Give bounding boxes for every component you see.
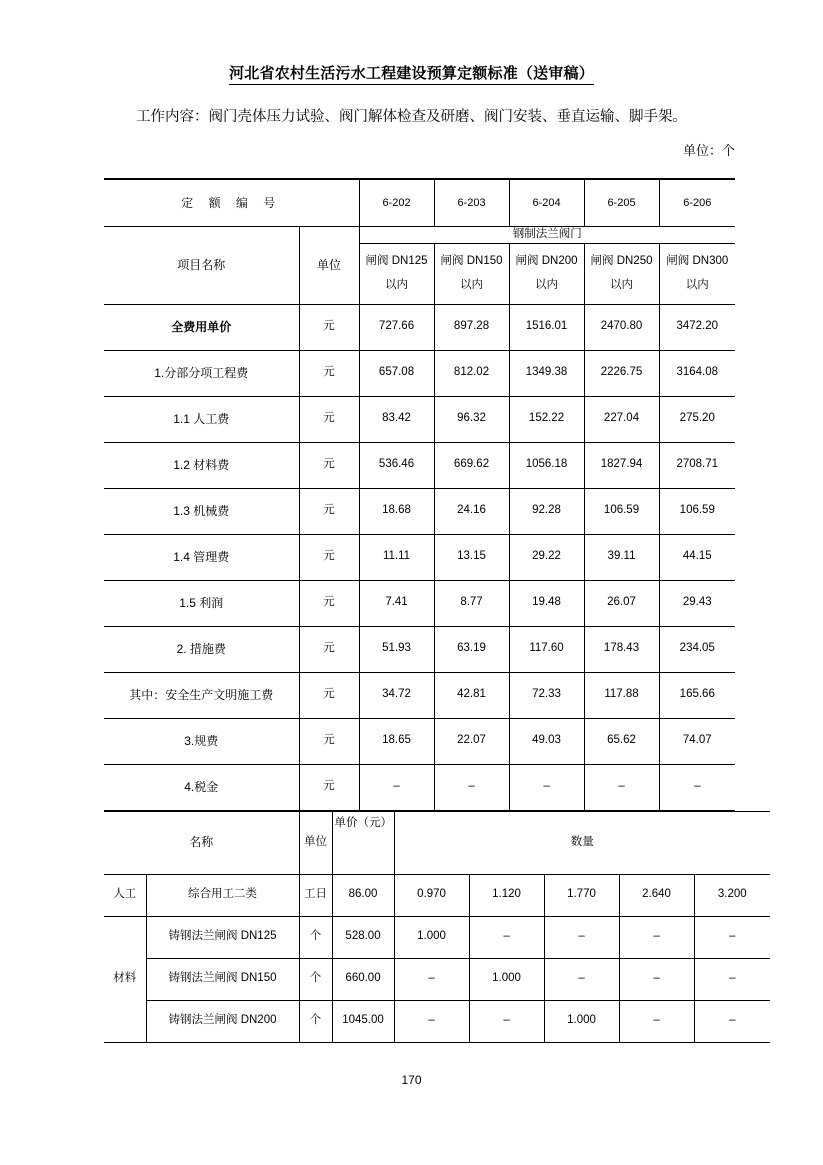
cost-row-value-3: 26.07 — [584, 580, 659, 626]
column-header-3-line1: 闸阀 DN250 — [590, 255, 653, 267]
cost-row-label: 4.税金 — [104, 764, 299, 810]
cost-row-value-0: 657.08 — [359, 350, 434, 396]
cost-row-value-3: 39.11 — [584, 534, 659, 580]
resource-unit-header: 单位 — [299, 811, 332, 874]
resource-unit-cell: 工日 — [299, 874, 332, 916]
cost-row-value-2: – — [509, 764, 584, 810]
column-header-0 — [359, 243, 434, 304]
cost-row-value-1: 897.28 — [434, 304, 509, 350]
resource-name-cell: 铸钢法兰闸阀 DN125 — [146, 916, 299, 958]
table-row — [104, 396, 735, 442]
code-cell-4: 6-206 — [659, 179, 735, 227]
cost-row-value-4: 74.07 — [659, 718, 735, 764]
cost-row-value-0: 536.46 — [359, 442, 434, 488]
resource-table — [104, 811, 770, 1043]
cost-row-value-4: 106.59 — [659, 488, 735, 534]
cost-row-value-2: 1516.01 — [509, 304, 584, 350]
resource-quantity-cell-2: – — [544, 958, 619, 1000]
resource-quantity-cell-4: – — [694, 958, 770, 1000]
code-cell-3: 6-205 — [584, 179, 659, 227]
resource-unit-cell: 个 — [299, 1000, 332, 1042]
cost-row-value-3: 1827.94 — [584, 442, 659, 488]
resource-quantity-cell-2: 1.770 — [544, 874, 619, 916]
table-row — [104, 672, 735, 718]
table-row-resource-header — [104, 811, 770, 874]
column-header-3-line2: 以内 — [610, 278, 634, 291]
cost-row-value-4: 29.43 — [659, 580, 735, 626]
resource-unit-cell: 个 — [299, 916, 332, 958]
cost-row-value-2: 1056.18 — [509, 442, 584, 488]
resource-quantity-cell-1: 1.120 — [469, 874, 544, 916]
cost-row-value-4: 3164.08 — [659, 350, 735, 396]
cost-row-value-3: 2226.75 — [584, 350, 659, 396]
resource-quantity-cell-4: 3.200 — [694, 874, 770, 916]
cost-row-value-0: 7.41 — [359, 580, 434, 626]
cost-row-value-3: 178.43 — [584, 626, 659, 672]
code-cell-2: 6-204 — [509, 179, 584, 227]
page-title-text: 河北省农村生活污水工程建设预算定额标准（送审稿） — [229, 65, 594, 85]
resource-quantity-cell-3: – — [619, 958, 694, 1000]
resource-quantity-cell-1: – — [469, 1000, 544, 1042]
cost-row-unit: 元 — [299, 350, 359, 396]
column-header-4-line1: 闸阀 DN300 — [666, 255, 729, 267]
page-number: 170 — [401, 1073, 422, 1087]
cost-row-value-0: – — [359, 764, 434, 810]
resource-price-cell: 660.00 — [332, 958, 394, 1000]
cost-row-value-0: 11.11 — [359, 534, 434, 580]
cost-row-value-1: 63.19 — [434, 626, 509, 672]
resource-name-cell: 铸钢法兰闸阀 DN150 — [146, 958, 299, 1000]
resource-quantity-cell-3: – — [619, 1000, 694, 1042]
resource-quantity-cell-3: 2.640 — [619, 874, 694, 916]
column-header-1-line2: 以内 — [460, 278, 484, 291]
code-label-cell: 定 额 编 号 — [104, 179, 359, 227]
cost-row-unit: 元 — [299, 626, 359, 672]
cost-row-value-4: 234.05 — [659, 626, 735, 672]
cost-row-value-1: 812.02 — [434, 350, 509, 396]
resource-name-cell: 铸钢法兰闸阀 DN200 — [146, 1000, 299, 1042]
table-row — [104, 916, 770, 958]
table-row — [104, 626, 735, 672]
cost-row-value-3: 2470.80 — [584, 304, 659, 350]
cost-row-unit: 元 — [299, 396, 359, 442]
cost-row-value-0: 18.65 — [359, 718, 434, 764]
code-cell-1: 6-203 — [434, 179, 509, 227]
cost-row-value-1: 96.32 — [434, 396, 509, 442]
resource-quantity-cell-2: 1.000 — [544, 1000, 619, 1042]
quota-table-body — [104, 179, 735, 810]
cost-row-label: 3.规费 — [104, 718, 299, 764]
cost-row-value-0: 51.93 — [359, 626, 434, 672]
cost-row-value-2: 92.28 — [509, 488, 584, 534]
column-header-0-line1: 闸阀 DN125 — [365, 255, 428, 267]
column-header-0-line2: 以内 — [385, 278, 409, 291]
cost-row-value-4: 275.20 — [659, 396, 735, 442]
cost-row-unit: 元 — [299, 442, 359, 488]
resource-price-cell: 528.00 — [332, 916, 394, 958]
cost-row-value-2: 152.22 — [509, 396, 584, 442]
resource-quantity-cell-1: – — [469, 916, 544, 958]
cost-row-value-3: – — [584, 764, 659, 810]
cost-row-value-4: 2708.71 — [659, 442, 735, 488]
resource-quantity-cell-0: 0.970 — [394, 874, 469, 916]
resource-category-cell: 人工 — [104, 874, 146, 916]
cost-row-value-2: 29.22 — [509, 534, 584, 580]
table-row-group-header — [104, 227, 735, 244]
cost-row-label: 1.分部分项工程费 — [104, 350, 299, 396]
cost-row-label: 其中：安全生产文明施工费 — [104, 672, 299, 718]
cost-row-unit: 元 — [299, 580, 359, 626]
column-header-2-line2: 以内 — [535, 278, 559, 291]
column-header-2-line1: 闸阀 DN200 — [515, 255, 578, 267]
table-row — [104, 764, 735, 810]
table-row — [104, 1000, 770, 1042]
column-header-3 — [584, 243, 659, 304]
cost-row-value-1: 13.15 — [434, 534, 509, 580]
cost-row-value-3: 65.62 — [584, 718, 659, 764]
code-cell-0: 6-202 — [359, 179, 434, 227]
resource-quantity-cell-0: – — [394, 1000, 469, 1042]
cost-row-value-4: – — [659, 764, 735, 810]
resource-price-cell: 86.00 — [332, 874, 394, 916]
cost-row-unit: 元 — [299, 764, 359, 810]
page-title — [0, 62, 823, 83]
table-row — [104, 304, 735, 350]
column-header-1-line1: 闸阀 DN150 — [440, 255, 503, 267]
cost-row-value-4: 165.66 — [659, 672, 735, 718]
work-content-line: 工作内容：阀门壳体压力试验、阀门解体检查及研磨、阀门安装、垂直运输、脚手架。 — [136, 109, 687, 125]
cost-row-value-2: 19.48 — [509, 580, 584, 626]
cost-row-unit: 元 — [299, 718, 359, 764]
resource-table-body — [104, 811, 770, 1042]
resource-quantity-cell-0: – — [394, 958, 469, 1000]
cost-row-value-3: 227.04 — [584, 396, 659, 442]
cost-row-value-1: 24.16 — [434, 488, 509, 534]
column-header-4-line2: 以内 — [685, 278, 709, 291]
resource-unit-cell: 个 — [299, 958, 332, 1000]
cost-row-value-3: 117.88 — [584, 672, 659, 718]
resource-category-cell: 材料 — [104, 916, 146, 1042]
cost-row-value-1: 42.81 — [434, 672, 509, 718]
cost-row-value-1: 669.62 — [434, 442, 509, 488]
table-row — [104, 718, 735, 764]
table-row — [104, 534, 735, 580]
resource-price-cell: 1045.00 — [332, 1000, 394, 1042]
item-name-header-cell: 项目名称 — [104, 227, 299, 305]
table-row — [104, 488, 735, 534]
resource-name-cell: 综合用工二类 — [146, 874, 299, 916]
column-header-4 — [659, 243, 735, 304]
table-row — [104, 874, 770, 916]
resource-quantity-cell-4: – — [694, 916, 770, 958]
cost-row-label: 全费用单价 — [104, 304, 299, 350]
cost-row-value-3: 106.59 — [584, 488, 659, 534]
table-row — [104, 442, 735, 488]
resource-quantity-cell-2: – — [544, 916, 619, 958]
cost-row-label: 1.5 利润 — [104, 580, 299, 626]
resource-quantity-header: 数量 — [394, 811, 770, 874]
cost-row-value-1: 22.07 — [434, 718, 509, 764]
resource-quantity-cell-4: – — [694, 1000, 770, 1042]
cost-row-value-1: 8.77 — [434, 580, 509, 626]
cost-row-label: 1.3 机械费 — [104, 488, 299, 534]
cost-row-label: 2. 措施费 — [104, 626, 299, 672]
cost-row-label: 1.1 人工费 — [104, 396, 299, 442]
resource-quantity-cell-0: 1.000 — [394, 916, 469, 958]
column-header-2 — [509, 243, 584, 304]
resource-name-header: 名称 — [104, 811, 299, 874]
unit-note: 单位：个 — [682, 143, 735, 158]
cost-row-unit: 元 — [299, 534, 359, 580]
table-row-code — [104, 179, 735, 227]
unit-header-cell: 单位 — [299, 227, 359, 305]
table-row — [104, 350, 735, 396]
cost-row-value-2: 49.03 — [509, 718, 584, 764]
cost-row-value-4: 44.15 — [659, 534, 735, 580]
column-header-1 — [434, 243, 509, 304]
quota-table — [104, 178, 735, 811]
cost-row-value-4: 3472.20 — [659, 304, 735, 350]
cost-row-value-2: 1349.38 — [509, 350, 584, 396]
cost-row-unit: 元 — [299, 672, 359, 718]
resource-price-header: 单价（元） — [332, 811, 394, 874]
cost-row-label: 1.4 管理费 — [104, 534, 299, 580]
cost-row-value-2: 117.60 — [509, 626, 584, 672]
cost-row-unit: 元 — [299, 304, 359, 350]
cost-row-value-0: 727.66 — [359, 304, 434, 350]
cost-row-value-0: 34.72 — [359, 672, 434, 718]
table-row — [104, 958, 770, 1000]
group-header-cell: 钢制法兰阀门 — [359, 227, 735, 244]
resource-quantity-cell-1: 1.000 — [469, 958, 544, 1000]
cost-row-value-2: 72.33 — [509, 672, 584, 718]
cost-row-unit: 元 — [299, 488, 359, 534]
resource-quantity-cell-3: – — [619, 916, 694, 958]
cost-row-value-0: 83.42 — [359, 396, 434, 442]
table-row — [104, 580, 735, 626]
cost-row-value-0: 18.68 — [359, 488, 434, 534]
cost-row-value-1: – — [434, 764, 509, 810]
cost-row-label: 1.2 材料费 — [104, 442, 299, 488]
